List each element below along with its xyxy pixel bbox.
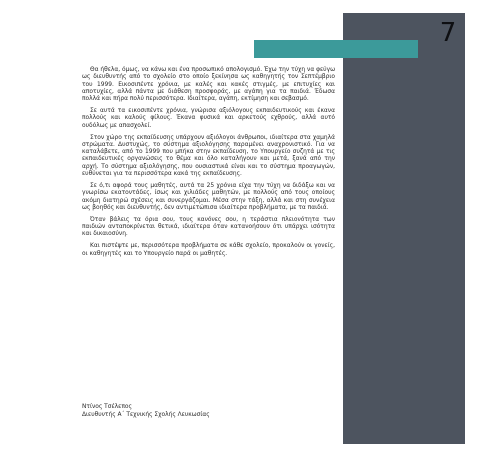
article-body xyxy=(82,67,335,262)
side-panel xyxy=(343,13,465,444)
author-title: Διευθυντής Α΄ Τεχνικής Σχολής Λευκωσίας xyxy=(82,411,210,418)
page-number: 7 xyxy=(439,18,457,48)
paragraph: Όταν βάλεις τα όρια σου, τους κανόνες σου, η τεράστια πλειονότητα των παιδιών ανταποκρίνεται θετικά, ιδιαίτερα όταν κατανοήσουν ότι υπάρχει ισότητα και δικαιοσύνη. xyxy=(82,216,335,238)
paragraph: Σε ό,τι αφορά τους μαθητές, αυτά τα 25 χρόνια είχα την τύχη να διδάξω και να γνωρίσω εκατοντάδες, ίσως και χιλιάδες μαθητών, με πολλούς από τους οποίους ακόμη διατηρώ σχέσεις και συνεργάζομαι. Μέσα στην τάξη, αλλά και στη συνέχεια ως βοηθός και διευθυντής, δεν αντιμετώπισα ιδιαίτερα προβλήματα, με τα παιδιά. xyxy=(82,182,335,211)
author-name: Ντίνος Τσέλεπος xyxy=(82,404,132,410)
paragraph: Και πιστέψτε με, περισσότερα προβλήματα σε κάθε σχολείο, προκαλούν οι γονείς, οι καθηγητές και το Υπουργείο παρά οι μαθητές. xyxy=(82,243,335,257)
paragraph: Στον χώρο της εκπαίδευσης υπάρχουν αξιόλογοι άνθρωποι, ιδιαίτερα στα χαμηλά στρώματα. Δυστυχώς, το σύστημα αξιολόγησης παραμένει αναχρονιστικό. Για να καταλάβετε, από το 1999 που μπήκα στην εκπαίδευση, το Υπουργείο συζητά με τις εκπαιδευτικές οργανώσεις το θέμα και όλο καταλήγουν και μετά, ξανά από την αρχή. Το σύστημα αξιολόγησης, που ουσιαστικά είναι και το σύστημα προαγωγών, ευθύνεται για τα περισσότερα κακά της εκπαίδευσης. xyxy=(82,134,335,178)
paragraph: Σε αυτά τα εικοσιπέντε χρόνια, γνώρισα αξιόλογους εκπαιδευτικούς και έκανα πολλούς και καλούς φίλους. Έκανα φυσικά και αρκετούς εχθρούς, αλλά αυτό ουδόλως με απασχολεί. xyxy=(82,108,335,129)
paragraph: Θα ήθελα, όμως, να κάνω και ένα προσωπικό απολογισμό. Έχω την τύχη να φεύγω ως διευθυντής από το σχολείο στο οποίο ξεκίνησα ως καθηγητής τον Σεπτέμβριο του 1999. Εικοσιπέντε χρόνια, με καλές και κακές στιγμές, με επιτυχίες και αποτυχίες, αλλά πάντα με διάθεση προσφοράς, με αγάπη για τα παιδιά. Έδωσα πολλά και πήρα πολύ περισσότερα. Ιδιαίτερα, αγάπη, εκτίμηση και σεβασμό. xyxy=(82,67,335,103)
signature-block xyxy=(82,404,332,419)
accent-bar xyxy=(254,40,418,58)
